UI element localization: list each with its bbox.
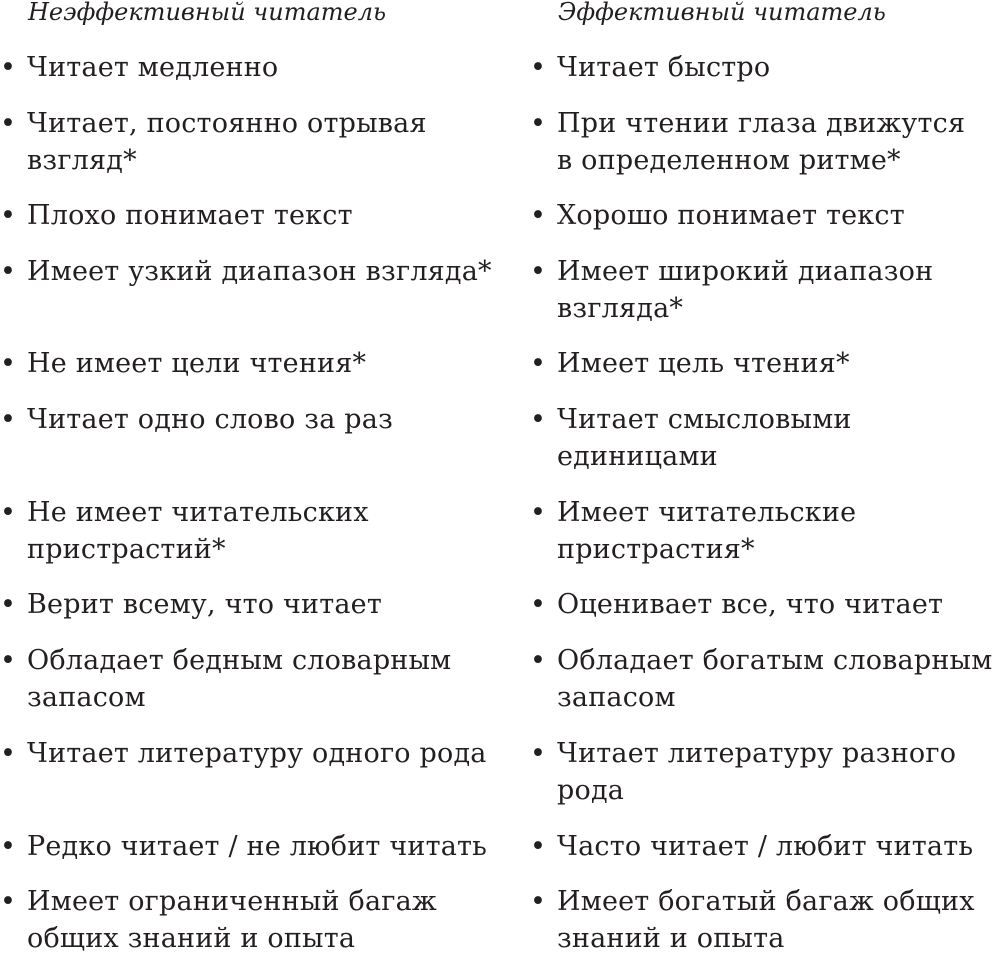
bullet-icon: •: [530, 645, 547, 676]
list-item-text: Читает литературу разного рода: [557, 738, 957, 806]
list-item-text: Читает литературу одного рода: [27, 738, 487, 769]
bullet-icon: •: [0, 52, 17, 83]
bullet-icon: •: [530, 738, 547, 769]
bullet-icon: •: [530, 831, 547, 862]
bullet-icon: •: [0, 831, 17, 862]
bullet-icon: •: [0, 200, 17, 231]
list-item-text: Хорошо понимает текст: [557, 200, 905, 231]
list-item-text: Обладает богатым словарным запасом: [557, 645, 993, 713]
bullet-icon: •: [0, 256, 17, 287]
bullet-icon: •: [530, 404, 547, 435]
bullet-icon: •: [0, 886, 17, 917]
column-title-effective: Эффективный читатель: [558, 0, 886, 26]
list-item-text: Читает медленно: [27, 52, 279, 83]
list-item-text: Имеет узкий диапазон взгляда*: [27, 256, 492, 287]
list-item-text: Имеет читательские пристрастия*: [557, 497, 857, 565]
bullet-icon: •: [0, 404, 17, 435]
list-item-text: Часто читает / любит читать: [557, 831, 974, 862]
list-item-text: Читает смысловыми единицами: [557, 404, 852, 472]
list-item-text: Обладает бедным словарным запасом: [27, 645, 452, 713]
list-item-text: Читает быстро: [557, 52, 771, 83]
bullet-icon: •: [0, 589, 17, 620]
list-item-text: Верит всему, что читает: [27, 589, 382, 620]
list-item-text: Читает одно слово за раз: [27, 404, 393, 435]
bullet-icon: •: [530, 348, 547, 379]
bullet-icon: •: [530, 886, 547, 917]
list-item-text: При чтении глаза движутся в определенном ритме*: [557, 108, 966, 176]
list-item-text: Имеет ограниченный багаж общих знаний и опыта: [27, 886, 437, 954]
bullet-icon: •: [0, 497, 17, 528]
list-item-text: Редко читает / не любит читать: [27, 831, 488, 862]
column-title-ineffective: Неэффективный читатель: [28, 0, 387, 26]
bullet-icon: •: [530, 256, 547, 287]
bullet-icon: •: [530, 52, 547, 83]
bullet-icon: •: [530, 589, 547, 620]
list-item-text: Не имеет цели чтения*: [27, 348, 367, 379]
bullet-icon: •: [0, 738, 17, 769]
bullet-icon: •: [0, 348, 17, 379]
bullet-icon: •: [0, 108, 17, 139]
bullet-icon: •: [530, 200, 547, 231]
list-item-text: Имеет цель чтения*: [557, 348, 850, 379]
bullet-icon: •: [530, 108, 547, 139]
list-item-text: Читает, постоянно отрывая взгляд*: [27, 108, 427, 176]
list-item-text: Оценивает все, что читает: [557, 589, 944, 620]
list-item-text: Имеет широкий диапазон взгляда*: [557, 256, 934, 324]
list-item-text: Не имеет читательских пристрастий*: [27, 497, 369, 565]
list-item-text: Плохо понимает текст: [27, 200, 353, 231]
bullet-icon: •: [0, 645, 17, 676]
list-item-text: Имеет богатый багаж общих знаний и опыта: [557, 886, 975, 954]
bullet-icon: •: [530, 497, 547, 528]
